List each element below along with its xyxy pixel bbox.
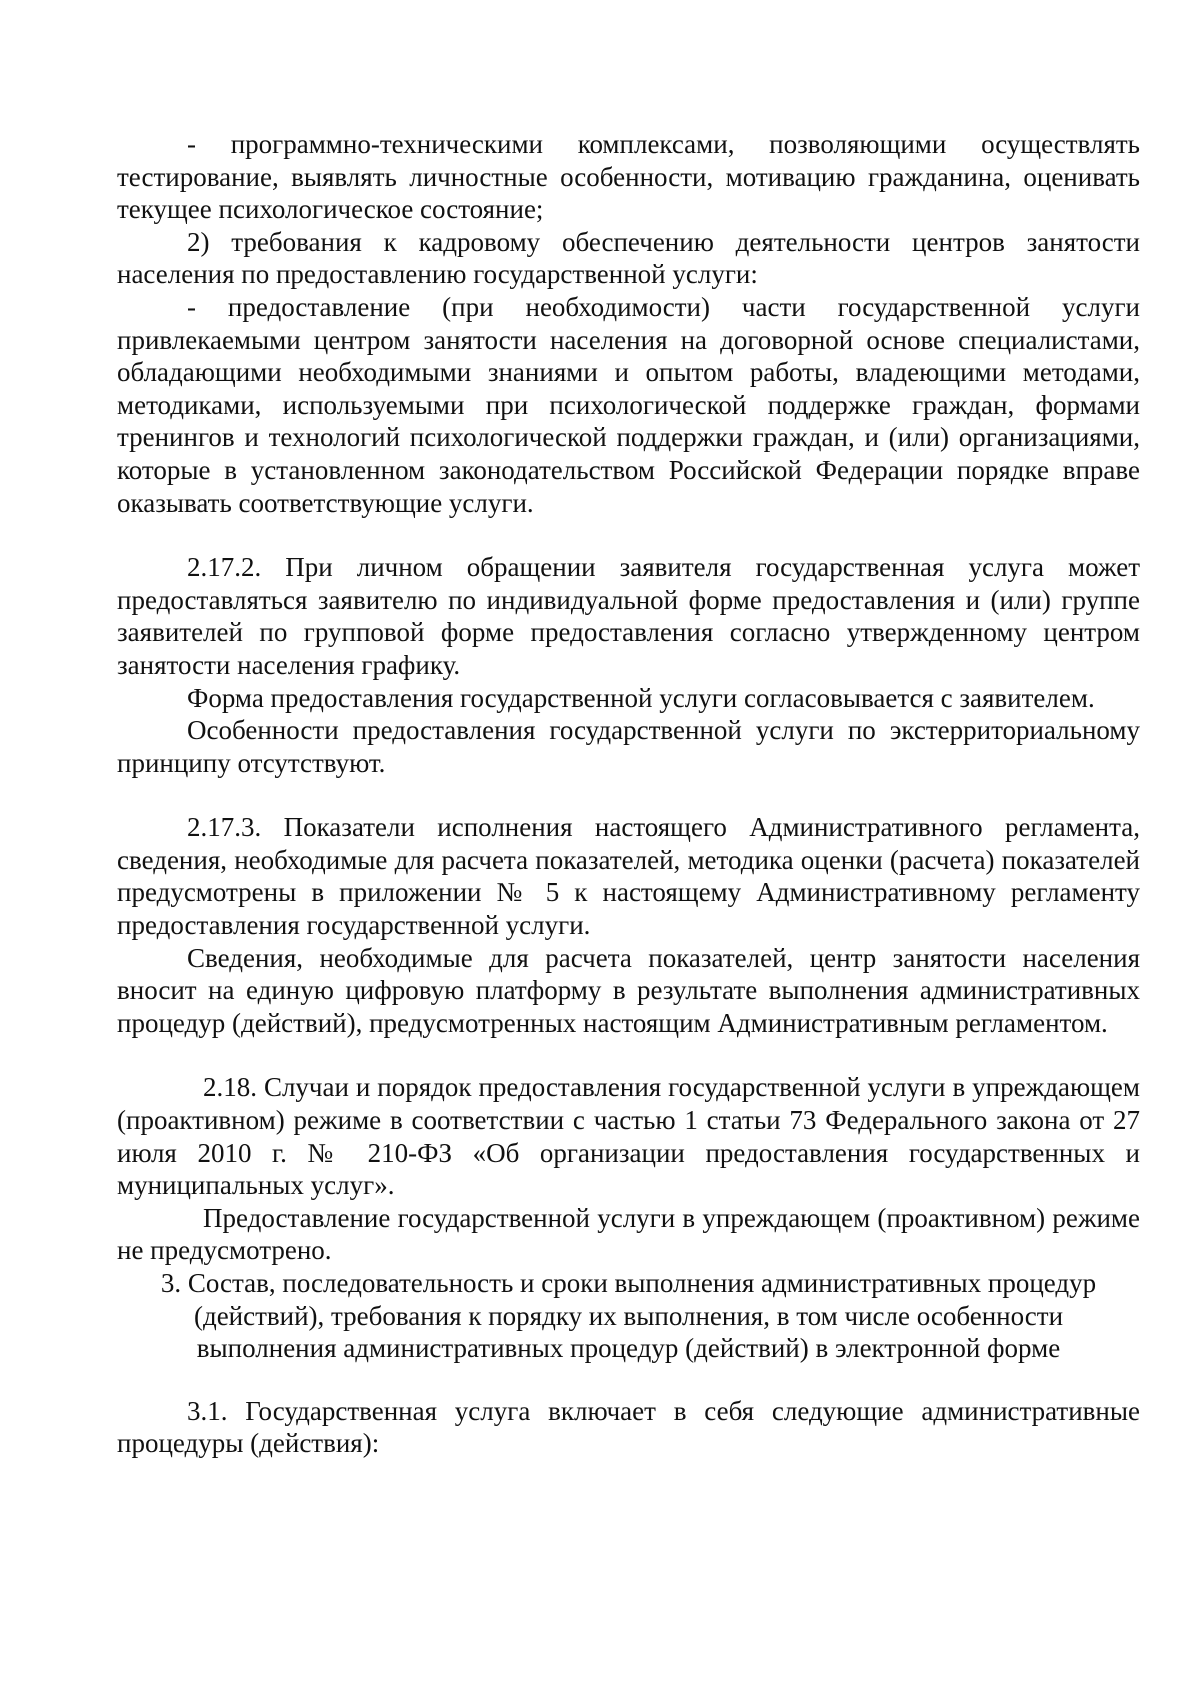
paragraph-extraterritorial: Особенности предоставления государственной услуги по экстерриториальному принципу отсутствуют. <box>117 715 1140 778</box>
document-page <box>117 128 1140 1460</box>
paragraph-indicators-data: Сведения, необходимые для расчета показателей, центр занятости населения вносит на единую цифровую платформу в результате выполнения административных процедур (действий), предусмотренных настоящим Административным регламентом. <box>117 942 1140 1038</box>
paragraph-3-1: 3.1. Государственная услуга включает в себя следующие административные процедуры (действия): <box>117 1395 1140 1459</box>
section-3-heading: 3. Состав, последовательность и сроки выполнения административных процедур (действий), требования к порядку их выполнения, в том числе особенности выполнения административных процедур (действий) в электронной форме <box>160 1268 1097 1364</box>
paragraph-2-17-3: 2.17.3. Показатели исполнения настоящего Административного регламента, сведения, необходимые для расчета показателей, методика оценки (расчета) показателей предусмотрены в приложении № 5 к настоящему Административному регламенту предоставления государственной услуги. <box>117 812 1140 941</box>
paragraph-service-form: Форма предоставления государственной услуги согласовывается с заявителем. <box>187 682 1095 713</box>
paragraph-proactive-mode: Предоставление государственной услуги в упреждающем (проактивном) режиме не предусмотрено. <box>117 1202 1140 1266</box>
paragraph-specialists: - предоставление (при необходимости) части государственной услуги привлекаемыми центром занятости населения на договорной основе специалистами, обладающими необходимыми знаниями и опытом работы, владеющими методами, методиками, используемыми при психологической поддержке граждан, формами тренингов и технологий психологической поддержки граждан, и (или) организациями, которые в установленном законодательством Российской Федерации порядке вправе оказывать соответствующие услуги. <box>117 291 1140 518</box>
paragraph-staffing-requirements: 2) требования к кадровому обеспечению деятельности центров занятости населения по предоставлению государственной услуги: <box>117 226 1140 290</box>
paragraph-2-17-2: 2.17.2. При личном обращении заявителя государственная услуга может предоставляться заявителю по индивидуальной форме предоставления и (или) группе заявителей по групповой форме предоставления согласно утвержденному центром занятости населения графику. <box>117 552 1140 680</box>
paragraph-software-complexes: - программно-техническими комплексами, позволяющими осуществлять тестирование, выявлять личностные особенности, мотивацию гражданина, оценивать текущее психологическое состояние; <box>117 129 1140 225</box>
paragraph-2-18: 2.18. Случаи и порядок предоставления государственной услуги в упреждающем (проактивном) режиме в соответствии с частью 1 статьи 73 Федерального закона от 27 июля 2010 г. № 210-ФЗ «Об организации предоставления государственных и муниципальных услуг». <box>117 1072 1140 1201</box>
